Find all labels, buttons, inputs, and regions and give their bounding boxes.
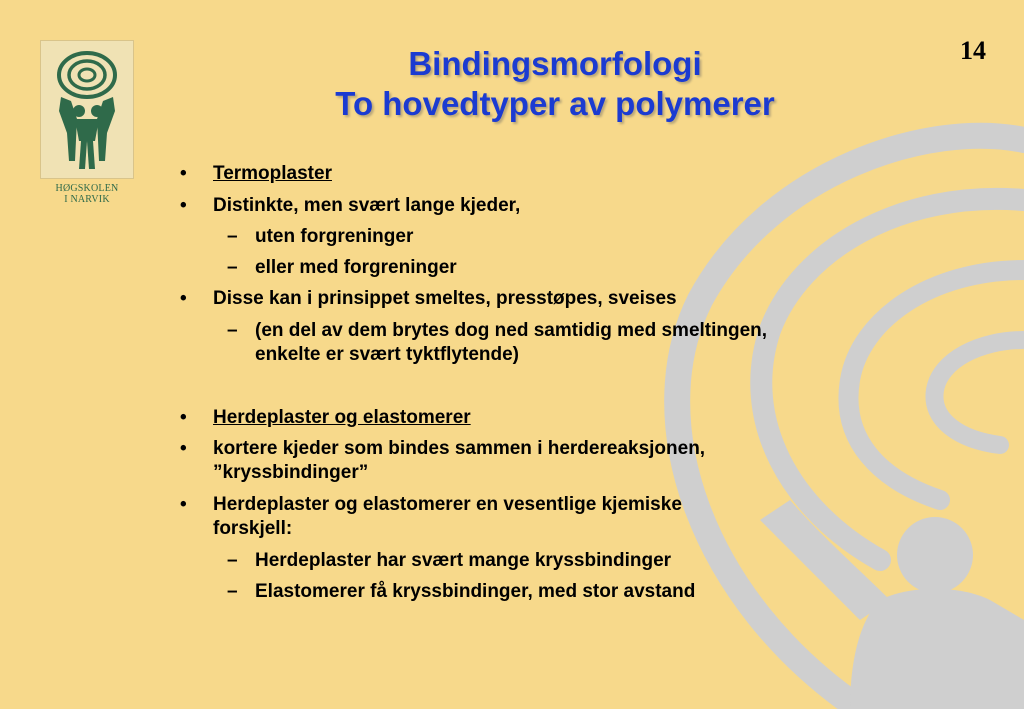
sub-bullet-text: eller med forgreninger: [255, 257, 457, 278]
sub-bullet-text: Elastomerer få kryssbindinger, med stor avstand: [255, 581, 696, 602]
bullet-text: Herdeplaster og elastomerer en vesentlige kjemiske: [213, 494, 682, 515]
sub-bullet-text: uten forgreninger: [255, 226, 414, 247]
sub-bullet-text: Herdeplaster har svært mange kryssbindinger: [255, 550, 672, 571]
logo-text-line2: I NARVIK: [64, 194, 110, 205]
bullet-text: Herdeplaster og elastomerer: [213, 407, 471, 428]
bullet-text: Disse kan i prinsippet smeltes, presstøpes, sveises: [213, 288, 677, 309]
slide-number: 14: [960, 36, 986, 65]
slide-title: [180, 44, 930, 124]
dash-marker: –: [227, 320, 238, 341]
title-line-2: To hovedtyper av polymerer: [335, 85, 775, 122]
bullet-marker: •: [180, 494, 187, 515]
bullet-text: Termoplaster: [213, 163, 332, 184]
bullet-marker: •: [180, 163, 187, 184]
bullet-text: Distinkte, men svært lange kjeder,: [213, 195, 521, 216]
bullet-text: kortere kjeder som bindes sammen i herdereaksjonen,: [213, 438, 706, 459]
dash-marker: –: [227, 226, 238, 247]
atlas-globe-icon: [41, 41, 133, 178]
bullet-marker: •: [180, 407, 187, 428]
bullet-text-cont: ”kryssbindinger”: [213, 462, 369, 483]
dash-marker: –: [227, 581, 238, 602]
bullet-marker: •: [180, 195, 187, 216]
logo-text-line1: HØGSKOLEN: [55, 183, 119, 194]
sub-bullet-text: (en del av dem brytes dog ned samtidig med smeltingen,: [255, 320, 768, 341]
bullet-marker: •: [180, 288, 187, 309]
sub-bullet-text-cont: enkelte er svært tyktflytende): [255, 344, 519, 365]
title-line-1: Bindingsmorfologi: [408, 45, 702, 82]
dash-marker: –: [227, 550, 238, 571]
bullet-marker: •: [180, 438, 187, 459]
hogskolen-narvik-logo: [40, 40, 134, 205]
dash-marker: –: [227, 257, 238, 278]
bullet-text-cont: forskjell:: [213, 518, 293, 539]
